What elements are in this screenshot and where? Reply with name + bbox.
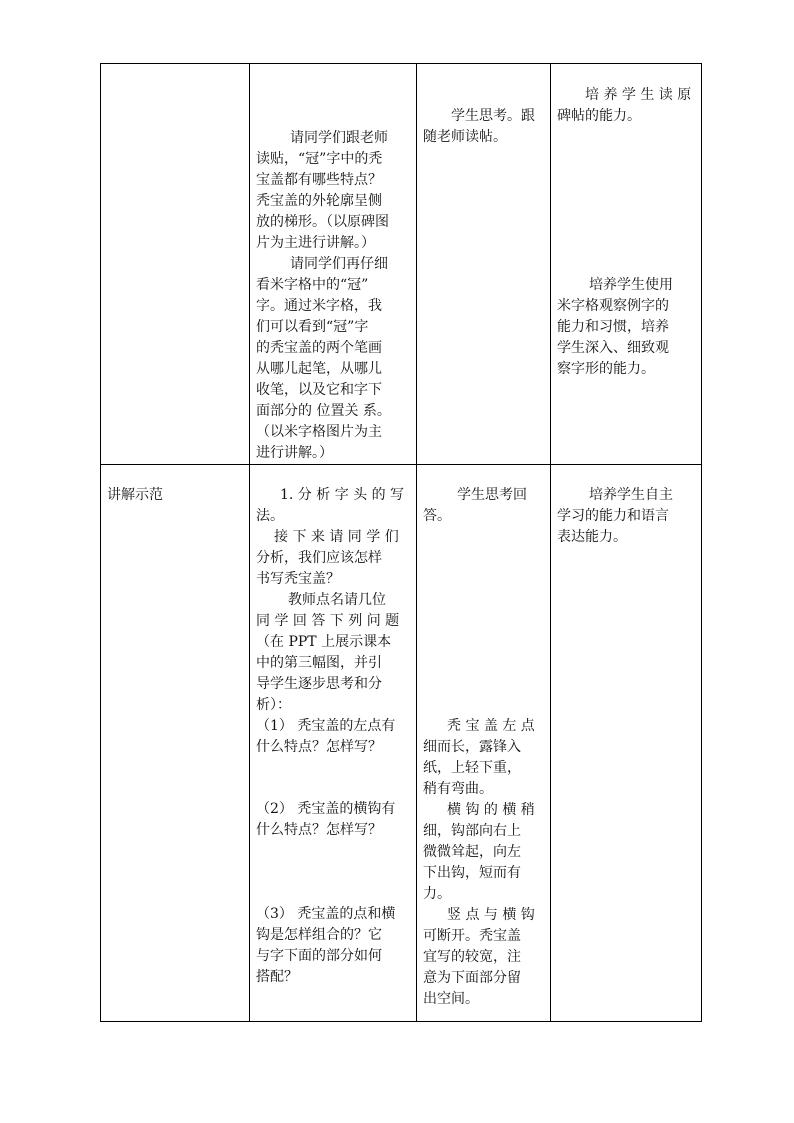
text-line: 答。 bbox=[423, 508, 451, 524]
text-line: 随老师读帖。 bbox=[423, 129, 507, 145]
answer-1: 纸，上轻下重， bbox=[423, 760, 521, 776]
teacher-activity-cell bbox=[250, 465, 417, 1022]
text-line: 学生思考。跟 bbox=[451, 108, 535, 124]
text-line: 培 养 学 生 读 原 bbox=[585, 87, 692, 103]
question-3: （3） 秃宝盖的点和横 bbox=[256, 906, 396, 922]
text-line: （以米字格图片为主 bbox=[256, 424, 382, 440]
text-line: 请同学们跟老师 bbox=[290, 130, 388, 146]
question-1: 什么特点？怎样写？ bbox=[256, 739, 382, 755]
text-line: 秃宝盖的外轮廓呈侧 bbox=[256, 193, 382, 209]
answer-1: 稍有弯曲。 bbox=[423, 781, 493, 797]
text-line: 能力和习惯，培养 bbox=[557, 319, 669, 335]
answer-2: 力。 bbox=[423, 886, 451, 902]
design-intent-cell bbox=[551, 64, 702, 465]
text-line: 分析，我们应该怎样 bbox=[256, 550, 382, 566]
answer-3: 可断开。秃宝盖 bbox=[423, 928, 521, 944]
stage-cell bbox=[101, 465, 250, 1022]
answer-2: 微微耸起，向左 bbox=[423, 844, 521, 860]
text-line: （在 PPT 上展示课本 bbox=[256, 634, 392, 650]
text-line: 们可以看到“冠”字 bbox=[256, 319, 369, 335]
answer-3: 宜写的较宽，注 bbox=[423, 949, 521, 965]
text-line: 导学生逐步思考和分 bbox=[256, 676, 382, 692]
text-line: 接 下 来 请 同 学 们 bbox=[274, 529, 399, 545]
question-2: （2） 秃宝盖的横钩有 bbox=[256, 801, 396, 817]
answer-1: 细而长，露锋入 bbox=[423, 739, 521, 755]
question-3: 钩是怎样组合的？它 bbox=[256, 927, 382, 943]
text-line: 碑帖的能力。 bbox=[557, 108, 641, 124]
text-line: 请同学们再仔细 bbox=[290, 256, 388, 272]
text-line: 从哪儿起笔，从哪儿 bbox=[256, 361, 382, 377]
text-line: 宝盖都有哪些特点？ bbox=[256, 172, 382, 188]
answer-2: 横 钩 的 横 稍 bbox=[447, 802, 535, 818]
text-line: 培养学生使用 bbox=[589, 277, 673, 293]
text-line: 析）： bbox=[256, 697, 291, 713]
text-line: 学生思考回 bbox=[457, 487, 527, 503]
teacher-activity-cell bbox=[250, 64, 417, 465]
text-line: 收笔，以及它和字下 bbox=[256, 382, 382, 398]
text-line: 中的第三幅图，并引 bbox=[256, 655, 382, 671]
text-line: 看米字格中的“冠” bbox=[256, 277, 369, 293]
question-1: （1） 秃宝盖的左点有 bbox=[256, 718, 396, 734]
design-intent-cell bbox=[551, 465, 702, 1022]
stage-cell bbox=[101, 64, 250, 465]
table-row bbox=[101, 64, 702, 465]
text-line: 的秃宝盖的两个笔画 bbox=[256, 340, 382, 356]
text-line: 表达能力。 bbox=[557, 529, 627, 545]
text-line: 片为主进行讲解。） bbox=[256, 235, 375, 251]
answer-3: 竖 点 与 横 钩 bbox=[447, 907, 535, 923]
answer-2: 下出钩，短而有 bbox=[423, 865, 521, 881]
lesson-plan-table bbox=[100, 63, 702, 1022]
text-line: 面部分的 位置关 系。 bbox=[256, 403, 391, 419]
question-3: 与字下面的部分如何 bbox=[256, 948, 382, 964]
text-line: 学习的能力和语言 bbox=[557, 508, 669, 524]
text-line: 学生深入、细致观 bbox=[557, 340, 669, 356]
student-activity-cell bbox=[417, 465, 551, 1022]
question-3: 搭配？ bbox=[256, 969, 298, 985]
text-line: 米字格观察例字的 bbox=[557, 298, 669, 314]
stage-label: 讲解示范 bbox=[107, 487, 163, 503]
text-line: 察字形的能力。 bbox=[557, 361, 655, 377]
table-row bbox=[101, 465, 702, 1022]
student-activity-cell bbox=[417, 64, 551, 465]
answer-3: 出空间。 bbox=[423, 991, 479, 1007]
text-line: 读贴，“冠”字中的秃 bbox=[256, 151, 383, 167]
text-line: 培养学生自主 bbox=[589, 487, 673, 503]
text-line: 进行讲解。） bbox=[256, 445, 333, 461]
answer-2: 细，钩部向右上 bbox=[423, 823, 521, 839]
text-line: 教师点名请几位 bbox=[288, 592, 386, 608]
text-line: 同 学 回 答 下 列 问 题 bbox=[256, 613, 400, 629]
text-line: 字。通过米字格，我 bbox=[256, 298, 382, 314]
question-2: 什么特点？怎样写？ bbox=[256, 822, 382, 838]
text-line: 书写秃宝盖？ bbox=[256, 571, 340, 587]
text-line: 放的梯形。（以原碑图 bbox=[256, 214, 389, 230]
text-line: 法。 bbox=[256, 508, 284, 524]
answer-3: 意为下面部分留 bbox=[423, 970, 521, 986]
text-line: 1. 分 析 字 头 的 写 bbox=[280, 487, 405, 503]
answer-1: 秃 宝 盖 左 点 bbox=[447, 718, 535, 734]
